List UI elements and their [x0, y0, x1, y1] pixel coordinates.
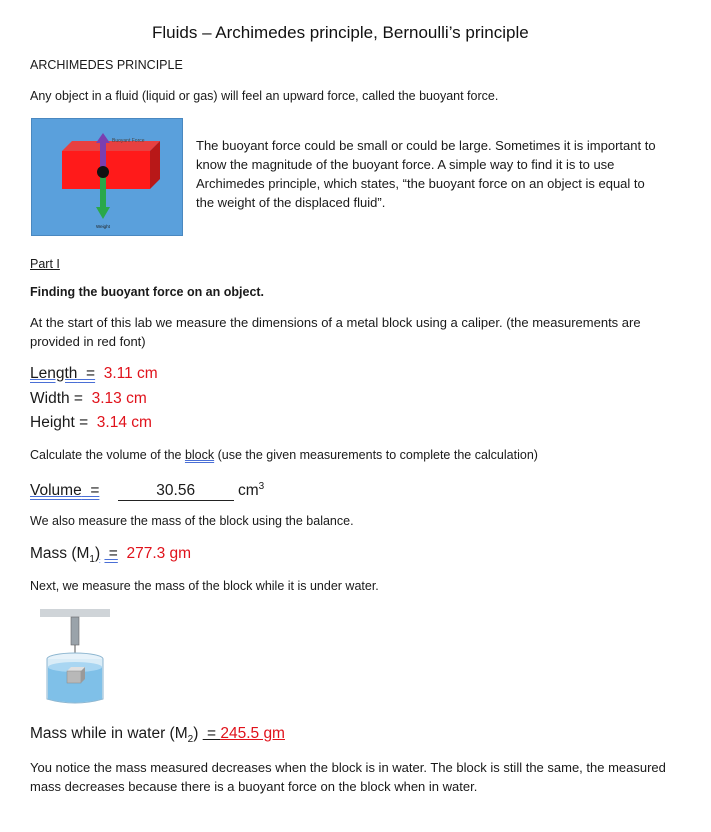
conclusion-text: You notice the mass measured decreases when the block is in water. The block is still the same, the measured mass decreases because there is a buoyant force on the block when in water. — [30, 760, 666, 794]
block-top-face — [62, 141, 160, 151]
part-heading: Finding the buoyant force on an object. — [30, 285, 265, 299]
mass1-row — [30, 545, 191, 565]
width-value: 3.13 cm — [91, 390, 147, 407]
height-row: Height = 3.14 cm — [30, 414, 152, 431]
volume-row — [30, 481, 264, 501]
volume-prompt-part-a: Calculate the volume of the — [30, 448, 185, 462]
spring-scale — [71, 617, 79, 645]
volume-unit: $cm^3$ — [238, 481, 265, 500]
weight-arrow-shaft — [100, 174, 106, 209]
principle-text: The buoyant force could be small or could be large. Sometimes it is important to know the magnitude of the buoyant force. A simple way to find it is to use Archimedes principle, which states, “the buoyant force on an object is equal to the weight of the displaced fluid”. — [196, 138, 656, 210]
height-value: 3.14 cm — [96, 414, 152, 431]
buoyancy-diagram-svg — [32, 119, 182, 235]
mass1-close: ) — [94, 545, 101, 562]
volume-value: 30.56 — [156, 482, 196, 500]
intro-text: Any object in a fluid (liquid or gas) will feel an upward force, called the buoyant force. — [30, 89, 499, 103]
buoyant-arrow-head — [96, 133, 110, 143]
mass2-value: 245.5 gm — [220, 725, 285, 742]
mass2-row — [30, 725, 285, 745]
volume-prompt-block: block — [184, 448, 215, 462]
mass2-equals: = — [202, 725, 221, 742]
page-title: Fluids – Archimedes principle, Bernoulli’s principle — [152, 23, 529, 42]
volume-prompt-part-c: (use the given measurements to complete the calculation) — [217, 448, 538, 462]
mass1-sub: 1 — [89, 554, 95, 566]
mass2-close: ) — [193, 725, 199, 742]
mass2-sub: 2 — [187, 734, 194, 746]
section-heading: ARCHIMEDES PRINCIPLE — [30, 58, 183, 72]
weight-arrow-head — [96, 207, 110, 219]
volume-equals: = — [81, 482, 100, 500]
mass1-value: 277.3 gm — [126, 545, 192, 562]
length-row — [30, 365, 158, 383]
water-beaker-figure — [34, 609, 116, 709]
length-label: Length — [30, 365, 78, 382]
volume-unit-text: cm — [238, 482, 259, 500]
length-value: 3.11 cm — [103, 365, 158, 382]
part-label: Part I — [30, 257, 60, 271]
buoyancy-diagram — [31, 118, 183, 236]
buoyant-force-label: Buoyant Force — [112, 138, 145, 144]
mass-intro: We also measure the mass of the block using the balance. — [30, 514, 354, 528]
width-row: Width = 3.13 cm — [30, 390, 147, 407]
water-beaker-svg — [34, 609, 116, 709]
weight-label: Weight — [96, 224, 110, 229]
ceiling-bar — [40, 609, 110, 617]
length-equals: = — [77, 365, 96, 382]
width-label: Width — [30, 390, 70, 407]
measure-intro: At the start of this lab we measure the dimensions of a metal block using a caliper. (the measurements are provided in red font) — [30, 315, 641, 349]
volume-answer-line — [118, 482, 234, 501]
center-of-mass-dot — [97, 166, 109, 178]
mass2-label: Mass while in water (M — [30, 725, 188, 742]
volume-label: Volume — [30, 482, 82, 500]
height-label: Height — [30, 414, 75, 431]
mass1-label: Mass (M — [30, 545, 90, 562]
mass1-equals: = — [104, 545, 118, 562]
submerged-block — [67, 671, 81, 683]
volume-prompt — [30, 448, 538, 462]
water-intro: Next, we measure the mass of the block while it is under water. — [30, 579, 379, 593]
